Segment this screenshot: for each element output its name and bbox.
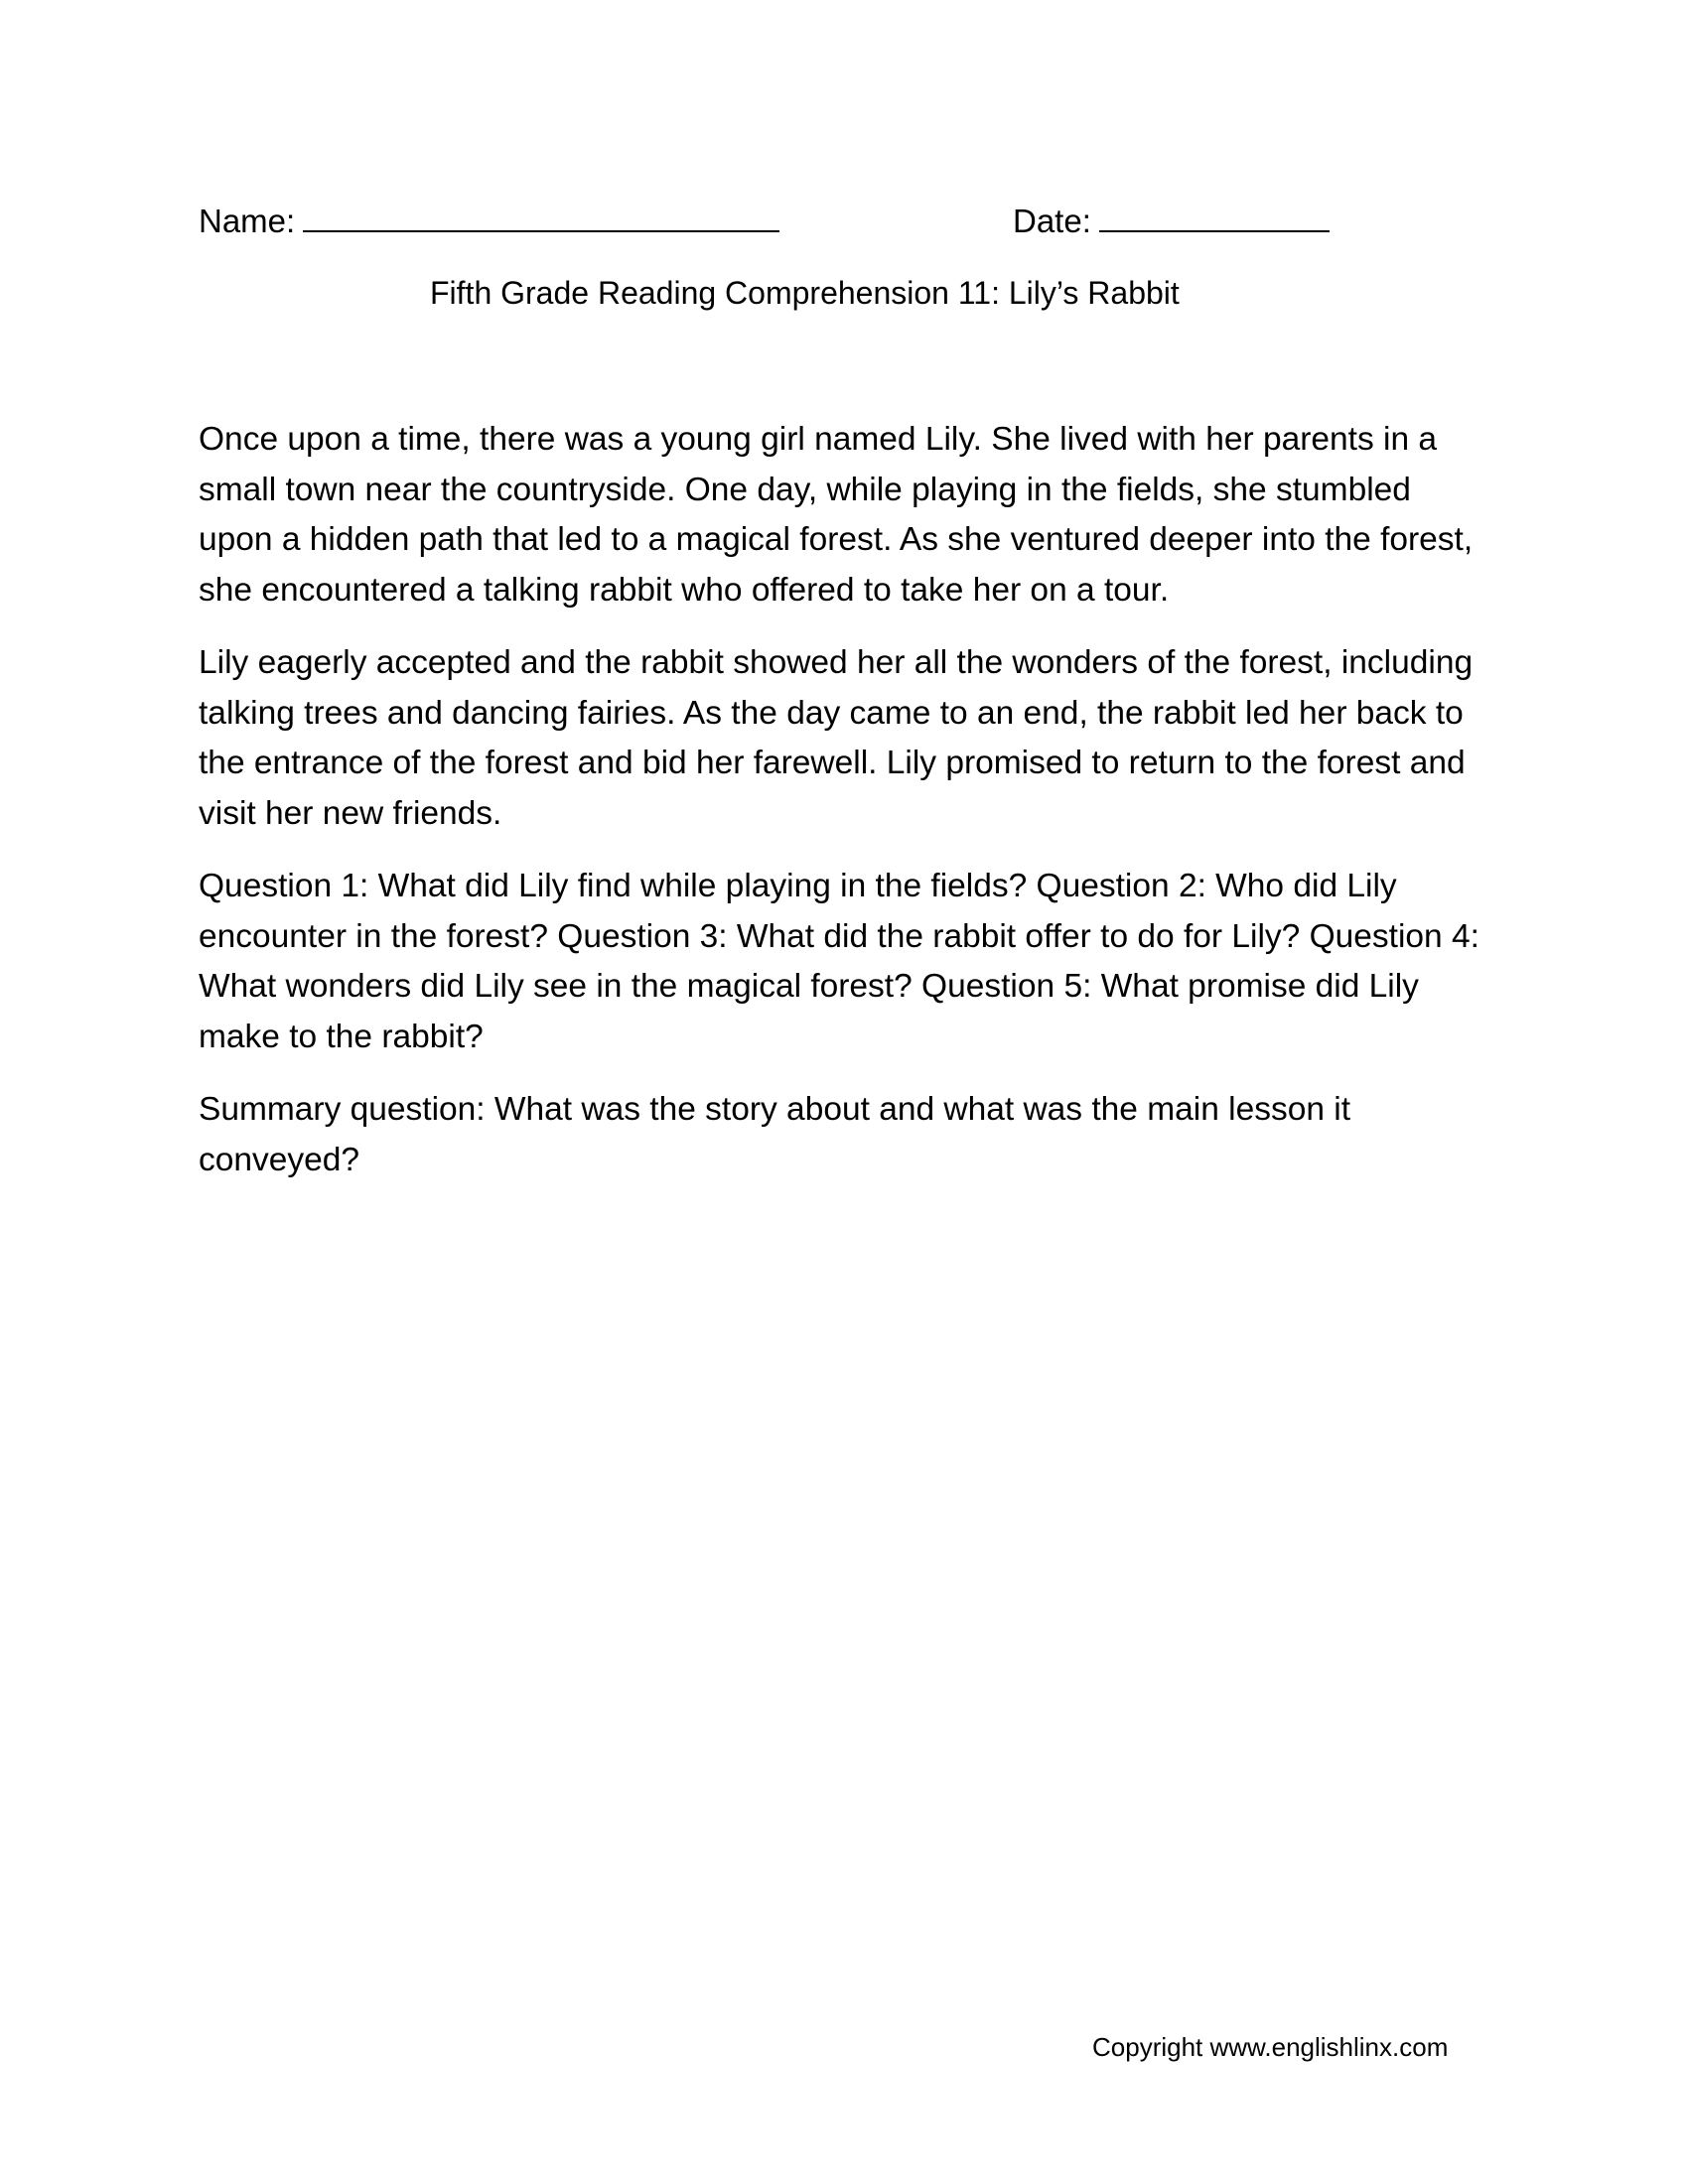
date-blank-line[interactable]	[1099, 201, 1330, 232]
date-field-group	[1013, 197, 1330, 246]
worksheet-title: Fifth Grade Reading Comprehension 11: Lily’s Rabbit	[430, 275, 1180, 311]
worksheet-body	[199, 415, 1489, 1208]
copyright-notice: Copyright www.englishlinx.com	[1092, 2032, 1449, 2062]
story-paragraph-2: Lily eagerly accepted and the rabbit showed her all the wonders of the forest, including talking trees and dancing fairies. As the day came to an end, the rabbit led her back to the entrance of the forest and bid her farewell. Lily promised to return to the forest and visit her new friends.	[199, 644, 1474, 832]
date-label: Date:	[1013, 203, 1091, 239]
name-blank-line[interactable]	[303, 201, 779, 232]
story-paragraph-1: Once upon a time, there was a young girl named Lily. She lived with her parents in a small town near the countryside. One day, while playing in the fields, she stumbled upon a hidden path that led to a magical forest. As she ventured deeper into the forest, she encountered a talking rabbit who offered to take her on a tour.	[199, 421, 1474, 609]
name-field-group	[199, 197, 779, 246]
questions-paragraph: Question 1: What did Lily find while playing in the fields? Question 2: Who did Lily encounter in the forest? Question 3: What did the rabbit offer to do for Lily? Question 4: What wonders did Lily see in the magical forest? Question 5: What promise did Lily make to the rabbit?	[199, 868, 1479, 1055]
summary-question: Summary question: What was the story about and what was the main lesson it conveyed?	[199, 1091, 1351, 1178]
name-label: Name:	[199, 203, 296, 239]
header-row	[199, 197, 1340, 246]
